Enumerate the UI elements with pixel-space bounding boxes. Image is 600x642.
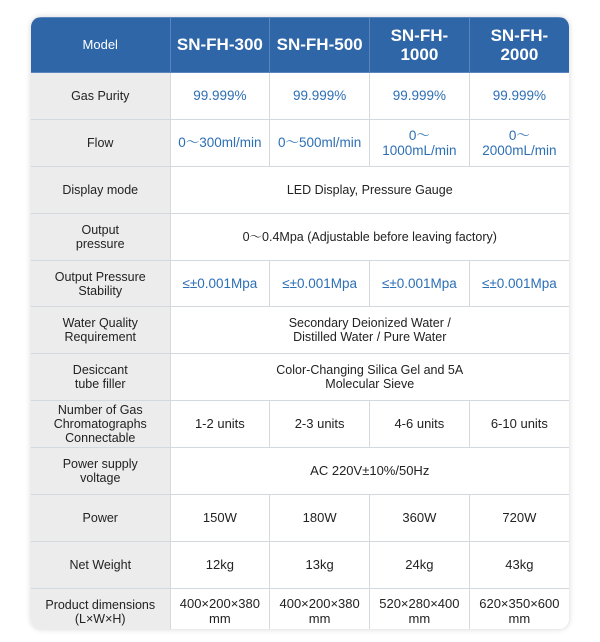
- row-label-line: pressure: [75, 236, 125, 251]
- row-desiccant: [31, 354, 569, 401]
- row-label: [31, 588, 170, 629]
- header-label: Model: [31, 18, 170, 73]
- cell-value: 99.999%: [270, 73, 370, 120]
- row-power: [31, 495, 569, 542]
- value-line: Color-Changing Silica Gel and 5A: [276, 363, 464, 378]
- row-net-weight: [31, 541, 569, 588]
- model-header: SN-FH-1000: [370, 18, 470, 73]
- spec-table-card: [31, 17, 569, 629]
- cell-value: 0～300ml/min: [170, 119, 270, 166]
- row-label: [31, 213, 170, 260]
- cell-value: 0～1000mL/min: [370, 119, 470, 166]
- row-output-pressure: [31, 213, 569, 260]
- cell-value: 99.999%: [170, 73, 270, 120]
- row-label-line: (L×W×H): [74, 611, 126, 626]
- value-line: 400×200×380: [279, 596, 360, 612]
- cell-value: 13kg: [270, 541, 370, 588]
- row-label-line: Number of Gas: [57, 403, 143, 418]
- row-water-quality: [31, 307, 569, 354]
- cell-value: 2-3 units: [270, 401, 370, 448]
- row-label: [31, 354, 170, 401]
- value-line: Distilled Water / Pure Water: [293, 330, 447, 345]
- row-label-line: Stability: [78, 283, 123, 298]
- row-label-line: tube filler: [74, 377, 126, 392]
- header-row: [31, 18, 569, 73]
- row-label: Power: [31, 495, 170, 542]
- row-flow: [31, 119, 569, 166]
- cell-value: [469, 588, 569, 629]
- spec-table: [31, 17, 569, 629]
- row-power-supply: [31, 448, 569, 495]
- row-label-line: Desiccant: [72, 363, 128, 378]
- value-line: 520×280×400: [379, 596, 460, 612]
- value-line: mm: [508, 610, 531, 626]
- row-gas-purity: [31, 73, 569, 120]
- cell-value: [370, 588, 470, 629]
- cell-value: 99.999%: [469, 73, 569, 120]
- cell-value: [170, 354, 569, 401]
- cell-value: 180W: [270, 495, 370, 542]
- cell-value: 4-6 units: [370, 401, 470, 448]
- row-label: [31, 401, 170, 448]
- cell-value: AC 220V±10%/50Hz: [170, 448, 569, 495]
- model-header: SN-FH-2000: [469, 18, 569, 73]
- cell-value: 43kg: [469, 541, 569, 588]
- row-label-line: Output: [81, 222, 120, 237]
- cell-value: 0～500ml/min: [270, 119, 370, 166]
- cell-value: 6-10 units: [469, 401, 569, 448]
- row-chromatographs: [31, 401, 569, 448]
- value-line: mm: [308, 610, 331, 626]
- cell-value: 1-2 units: [170, 401, 270, 448]
- row-label-line: Output Pressure: [54, 269, 146, 284]
- row-dimensions: [31, 588, 569, 629]
- value-line: Molecular Sieve: [325, 377, 415, 392]
- model-header: SN-FH-300: [170, 18, 270, 73]
- cell-value: 0～0.4Mpa (Adjustable before leaving factory): [170, 213, 569, 260]
- row-display-mode: [31, 166, 569, 213]
- cell-value: LED Display, Pressure Gauge: [170, 166, 569, 213]
- value-line: Secondary Deionized Water /: [288, 316, 451, 331]
- cell-value: ≤±0.001Mpa: [170, 260, 270, 307]
- row-label-line: Water Quality: [62, 316, 138, 331]
- cell-value: 24kg: [370, 541, 470, 588]
- row-label: [31, 260, 170, 307]
- row-label-line: Requirement: [64, 330, 137, 345]
- cell-value: 360W: [370, 495, 470, 542]
- row-label: Net Weight: [31, 541, 170, 588]
- cell-value: [170, 588, 270, 629]
- cell-value: 0～2000mL/min: [469, 119, 569, 166]
- cell-value: [170, 307, 569, 354]
- value-line: mm: [209, 610, 231, 626]
- row-label-line: voltage: [80, 471, 121, 486]
- row-label-line: Connectable: [65, 431, 136, 446]
- cell-value: ≤±0.001Mpa: [270, 260, 370, 307]
- row-label-line: Chromatographs: [53, 417, 147, 432]
- value-line: 620×350×600: [479, 596, 560, 612]
- cell-value: 150W: [170, 495, 270, 542]
- row-label-line: Power supply: [62, 457, 138, 472]
- row-label: [31, 307, 170, 354]
- cell-value: ≤±0.001Mpa: [370, 260, 470, 307]
- row-label: [31, 448, 170, 495]
- cell-value: [270, 588, 370, 629]
- cell-value: 99.999%: [370, 73, 470, 120]
- cell-value: 720W: [469, 495, 569, 542]
- row-label-line: Product dimensions: [45, 597, 156, 612]
- row-label: Gas Purity: [31, 73, 170, 120]
- row-label: Flow: [31, 119, 170, 166]
- model-header: SN-FH-500: [270, 18, 370, 73]
- value-line: 400×200×380: [179, 596, 260, 612]
- row-pressure-stability: [31, 260, 569, 307]
- cell-value: 12kg: [170, 541, 270, 588]
- row-label: Display mode: [31, 166, 170, 213]
- cell-value: ≤±0.001Mpa: [469, 260, 569, 307]
- value-line: mm: [408, 610, 431, 626]
